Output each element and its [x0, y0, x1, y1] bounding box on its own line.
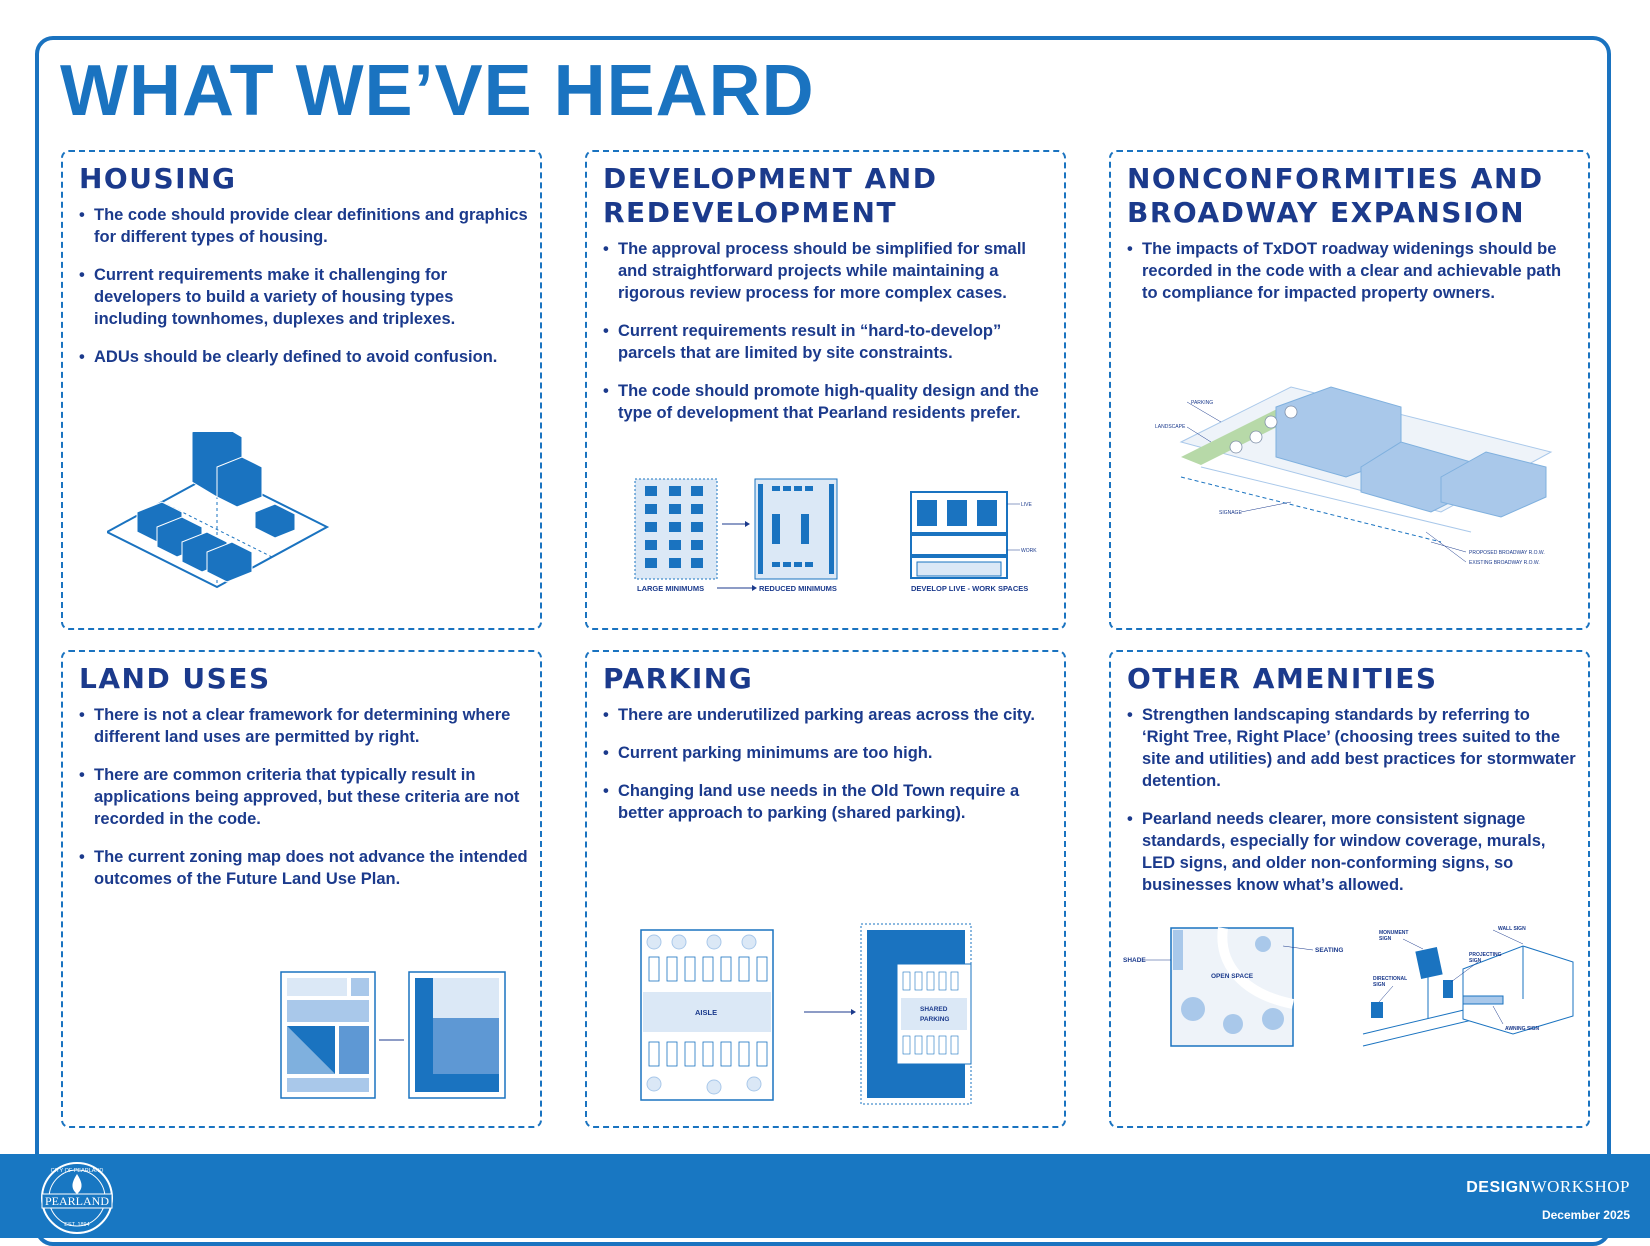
label-awning-sign: AWNING SIGN [1505, 1026, 1540, 1032]
panel-parking [585, 650, 1066, 1128]
label-open-space: OPEN SPACE [1211, 973, 1254, 980]
label-signage: SIGNAGE [1219, 510, 1242, 516]
list-item: • Current requirements result in “hard-to-develop” parcels that are limited by site constraints. [603, 320, 1052, 364]
panel-housing [61, 150, 542, 630]
logo-est-text: EST. 1894 [64, 1222, 90, 1228]
list-item: • The impacts of TxDOT roadway widenings should be recorded in the code with a clear and achievable path to compliance for impacted property owners. [1127, 238, 1576, 304]
panel-heading: HOUSING [79, 162, 237, 195]
panel-heading [603, 162, 937, 230]
list-item: • The approval process should be simplified for small and straightforward projects while maintaining a rigorous review process for more complex cases. [603, 238, 1052, 304]
panel-development [585, 150, 1066, 630]
label-shared: SHARED [920, 1006, 948, 1013]
pearland-seal-logo [36, 1160, 118, 1236]
label-proposed-row: PROPOSED BROADWAY R.O.W. [1469, 550, 1545, 556]
heading-line: BROADWAY EXPANSION [1127, 196, 1526, 229]
panel-amenities [1109, 650, 1590, 1128]
bullet-list [603, 704, 1052, 840]
label-monument: MONUMENT [1379, 930, 1409, 936]
list-item: • Current parking minimums are too high. [603, 742, 1052, 764]
list-item: • Pearland needs clearer, more consistent signage standards, especially for window coverage, murals, LED signs, and older non-conforming signs, so businesses know what’s allowed. [1127, 808, 1576, 896]
design-workshop-logo [1466, 1176, 1630, 1197]
broadway-expansion-diagram [1141, 382, 1571, 582]
brand-bold: DESIGN [1466, 1179, 1531, 1196]
label-large-minimums: LARGE MINIMUMS [637, 584, 705, 593]
panel-heading: LAND USES [79, 662, 271, 695]
list-item: • The current zoning map does not advance the intended outcomes of the Future Land Use Plan. [79, 846, 528, 890]
list-item: • Strengthen landscaping standards by referring to ‘Right Tree, Right Place’ (choosing trees suited to the site and utilities) and add best practices for stormwater detention. [1127, 704, 1576, 792]
shared-parking-diagram [639, 922, 1039, 1107]
label-monument-sign: SIGN [1379, 936, 1392, 942]
panel-heading [1127, 162, 1544, 230]
panel-land-uses [61, 650, 542, 1128]
panel-heading: OTHER AMENITIES [1127, 662, 1438, 695]
logo-top-text: CITY OF PEARLAND [50, 1168, 104, 1174]
label-reduced-minimums: REDUCED MINIMUMS [759, 584, 837, 593]
label-existing-row: EXISTING BROADWAY R.O.W. [1469, 560, 1540, 566]
heading-line: REDEVELOPMENT [603, 196, 898, 229]
list-item: • There are underutilized parking areas across the city. [603, 704, 1052, 726]
label-shade: SHADE [1123, 957, 1146, 964]
housing-illustration [107, 432, 347, 592]
list-item: • The code should provide clear definitions and graphics for different types of housing. [79, 204, 528, 248]
list-item: • ADUs should be clearly defined to avoid confusion. [79, 346, 528, 368]
list-item: • The code should promote high-quality design and the type of development that Pearland residents prefer. [603, 380, 1052, 424]
label-directional: DIRECTIONAL [1373, 976, 1408, 982]
logo-name: PEARLAND [44, 1194, 110, 1208]
list-item: • Current requirements make it challenging for developers to build a variety of housing types including townhomes, duplexes and triplexes. [79, 264, 528, 330]
label-projecting-sign: SIGN [1469, 958, 1482, 964]
bullet-list [1127, 238, 1576, 320]
label-parking: PARKING [920, 1016, 950, 1023]
heading-line: DEVELOPMENT AND [603, 162, 938, 195]
bullet-list [1127, 704, 1576, 912]
footer-bar [0, 1154, 1650, 1238]
page-title: WHAT WE’VE HEARD [60, 51, 815, 131]
lot-size-diagram [627, 474, 1057, 604]
zoning-map-diagram [279, 970, 509, 1100]
label-live: LIVE [1021, 502, 1032, 508]
bullet-list [603, 238, 1052, 440]
bullet-list [79, 204, 528, 384]
panel-nonconformities [1109, 150, 1590, 630]
label-projecting: PROJECTING [1469, 952, 1502, 958]
label-parking: PARKING [1191, 400, 1214, 406]
list-item: • Changing land use needs in the Old Town require a better approach to parking (shared parking). [603, 780, 1052, 824]
list-item: • There are common criteria that typically result in applications being approved, but these criteria are not recorded in the code. [79, 764, 528, 830]
panel-heading: PARKING [603, 662, 754, 695]
list-item: • There is not a clear framework for determining where different land uses are permitted by right. [79, 704, 528, 748]
label-wall-sign: WALL SIGN [1498, 926, 1526, 932]
bullet-list [79, 704, 528, 906]
label-aisle: AISLE [695, 1008, 718, 1017]
label-live-work: DEVELOP LIVE - WORK SPACES [911, 584, 1029, 593]
heading-line: NONCONFORMITIES AND [1127, 162, 1544, 195]
footer-date: December 2025 [1541, 1208, 1630, 1222]
label-landscape: LANDSCAPE [1155, 424, 1186, 430]
label-directional-sign: SIGN [1373, 982, 1386, 988]
amenities-diagram [1123, 924, 1583, 1054]
brand-regular: WORKSHOP [1530, 1177, 1630, 1196]
label-work: WORK [1021, 548, 1037, 554]
label-seating: SEATING [1315, 947, 1344, 954]
